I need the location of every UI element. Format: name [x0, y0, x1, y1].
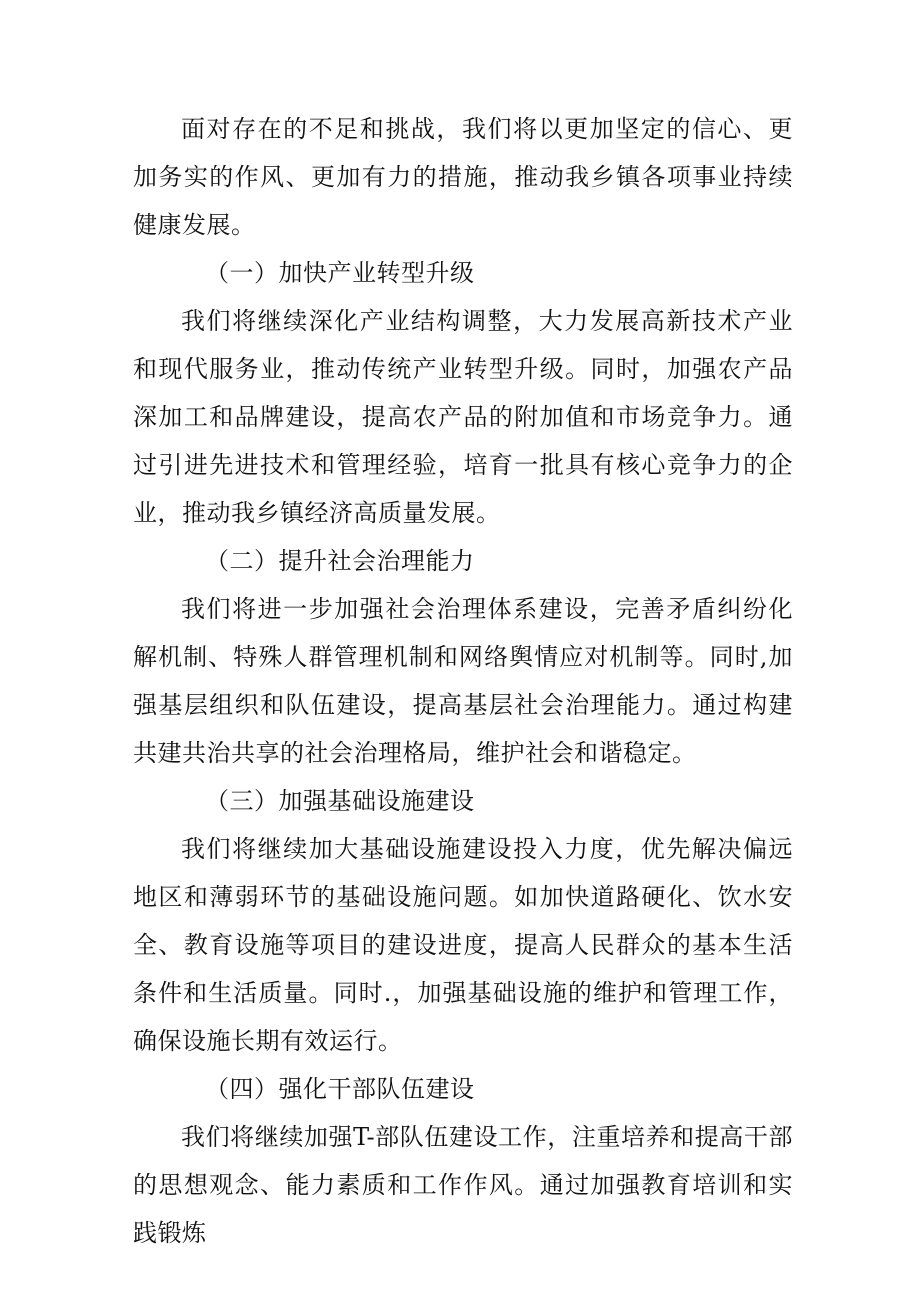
section-paragraph-1: 我们将继续深化产业结构调整，大力发展高新技术产业和现代服务业，推动传统产业转型升级。同时，加强农产品深加工和品牌建设，提高农产品的附加值和市场竞争力。通过引进先进技术和管理经验，培育一批具有核心竞争力的企业，推动我乡镇经济高质量发展。 [133, 307, 793, 527]
section-heading-1: （一）加快产业转型升级 [205, 259, 475, 287]
section-heading-3: （三）加强基础设施建设 [205, 787, 475, 815]
section-heading-2: （二）提升社会治理能力 [205, 547, 475, 575]
document-body [133, 105, 793, 1257]
section-paragraph-3: 我们将继续加大基础设施建设投入力度，优先解决偏远地区和薄弱环节的基础设施问题。如加快道路硬化、饮水安全、教育设施等项目的建设进度，提高人民群众的基本生活条件和生活质量。同时.，加强基础设施的维护和管理工作，确保设施长期有效运行。 [133, 835, 793, 1055]
intro-paragraph: 面对存在的不足和挑战，我们将以更加坚定的信心、更加务实的作风、更加有力的措施，推动我乡镇各项事业持续健康发展。 [133, 115, 793, 239]
section-paragraph-2: 我们将进一步加强社会治理体系建设，完善矛盾纠纷化解机制、特殊人群管理机制和网络舆情应对机制等。同时,加强基层组织和队伍建设，提高基层社会治理能力。通过构建共建共治共享的社会治理格局，维护社会和谐稳定。 [133, 595, 793, 767]
section-heading-4: （四）强化干部队伍建设 [205, 1075, 475, 1103]
section-paragraph-4: 我们将继续加强T-部队伍建设工作，注重培养和提高干部的思想观念、能力素质和工作作风。通过加强教育培训和实践锻炼 [133, 1123, 793, 1247]
